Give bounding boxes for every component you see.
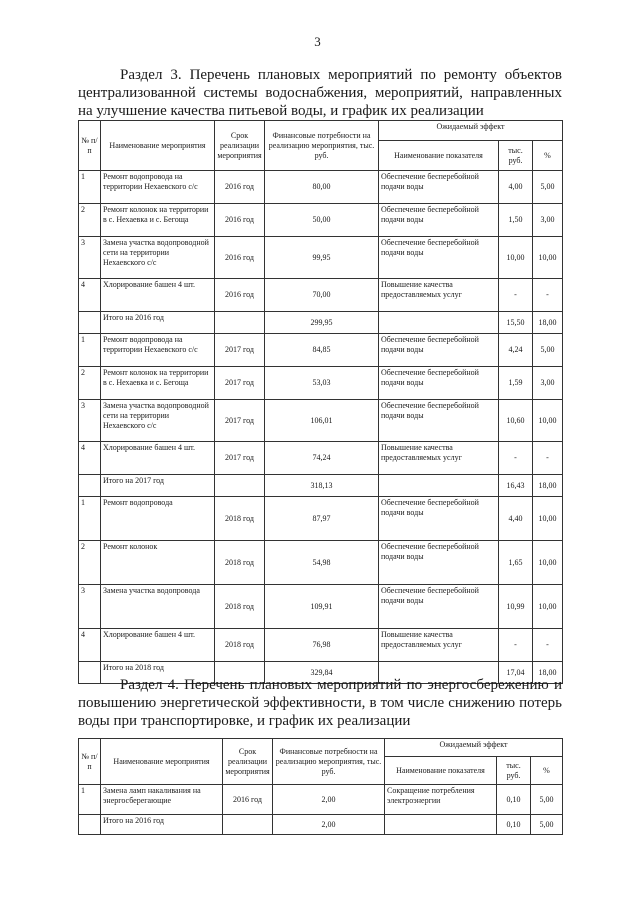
cell-thous: -: [499, 442, 533, 475]
cell-num: 1: [79, 785, 101, 815]
cell-thous: 4,00: [499, 171, 533, 204]
cell-pct: -: [533, 629, 563, 662]
table-row: [79, 497, 563, 541]
header-effect: Ожидаемый эффект: [385, 739, 563, 757]
header-indicator: Наименование показателя: [385, 757, 497, 785]
cell-thous: 10,60: [499, 400, 533, 442]
cell-term: 2016 год: [215, 279, 265, 312]
header-num: № п/п: [79, 739, 101, 785]
cell-num: 3: [79, 585, 101, 629]
section-4-title: [78, 676, 562, 730]
table-row: [79, 237, 563, 279]
cell-indicator: [385, 815, 497, 835]
cell-name: Ремонт колонок на территории в с. Нехаевка и с. Бегоща: [101, 367, 215, 400]
section-4-title-text: Раздел 4. Перечень плановых мероприятий по энергосбережению и повышению энергетической эффективности, в том числе снижению потерь воды при транспортировке, и график их реализации: [78, 677, 562, 729]
header-pct: %: [533, 141, 563, 171]
table-row: [79, 585, 563, 629]
cell-finance: 84,85: [265, 334, 379, 367]
cell-term: 2018 год: [215, 541, 265, 585]
cell-thous: -: [499, 279, 533, 312]
cell-term: 2018 год: [215, 497, 265, 541]
cell-num: [79, 815, 101, 835]
cell-name: Замена участка водопровода: [101, 585, 215, 629]
cell-name: Замена участка водопроводной сети на территории Нехаевского с/с: [101, 237, 215, 279]
cell-num: 4: [79, 279, 101, 312]
section-3-title-text: Раздел 3. Перечень плановых мероприятий по ремонту объектов централизованной системы водоснабжения, мероприятий, направленных на улучшение качества питьевой воды, и график их реализации: [78, 67, 562, 119]
cell-thous: 10,00: [499, 237, 533, 279]
cell-name: Ремонт водопровода на территории Нехаевского с/с: [101, 171, 215, 204]
cell-num: 1: [79, 171, 101, 204]
cell-pct: -: [533, 279, 563, 312]
header-term: Срок реализации мероприятия: [215, 121, 265, 171]
cell-name: Итого на 2018 год: [101, 662, 215, 684]
cell-pct: 18,00: [533, 475, 563, 497]
cell-pct: 5,00: [533, 171, 563, 204]
table-total-row: [79, 312, 563, 334]
section-3-title: [78, 66, 562, 120]
table-row: [79, 367, 563, 400]
cell-num: 3: [79, 237, 101, 279]
cell-term: 2018 год: [215, 629, 265, 662]
cell-indicator: Обеспечение бесперебойной подачи воды: [379, 204, 499, 237]
cell-finance: 53,03: [265, 367, 379, 400]
cell-finance: 76,98: [265, 629, 379, 662]
cell-term: 2017 год: [215, 367, 265, 400]
cell-pct: 5,00: [531, 815, 563, 835]
cell-term: 2017 год: [215, 334, 265, 367]
cell-finance: 99,95: [265, 237, 379, 279]
cell-term: 2017 год: [215, 400, 265, 442]
cell-thous: 0,10: [497, 815, 531, 835]
cell-thous: 4,40: [499, 497, 533, 541]
header-thous: тыс. руб.: [499, 141, 533, 171]
cell-indicator: Повышение качества предоставляемых услуг: [379, 629, 499, 662]
table-row: [79, 541, 563, 585]
cell-term: 2016 год: [215, 237, 265, 279]
cell-pct: 10,00: [533, 237, 563, 279]
section-4-table: [78, 738, 563, 835]
cell-pct: 5,00: [533, 334, 563, 367]
cell-num: [79, 312, 101, 334]
cell-name: Итого на 2016 год: [101, 312, 215, 334]
table-row: [79, 629, 563, 662]
table-row: [79, 334, 563, 367]
cell-num: 2: [79, 367, 101, 400]
cell-thous: 15,50: [499, 312, 533, 334]
cell-pct: 5,00: [531, 785, 563, 815]
cell-num: [79, 475, 101, 497]
cell-finance: 329,84: [265, 662, 379, 684]
header-num: № п/п: [79, 121, 101, 171]
table-total-row: [79, 475, 563, 497]
cell-finance: 109,91: [265, 585, 379, 629]
cell-indicator: Обеспечение бесперебойной подачи воды: [379, 497, 499, 541]
cell-name: Замена участка водопроводной сети на территории Нехаевского с/с: [101, 400, 215, 442]
cell-indicator: Обеспечение бесперебойной подачи воды: [379, 171, 499, 204]
cell-finance: 299,95: [265, 312, 379, 334]
cell-pct: -: [533, 442, 563, 475]
cell-thous: -: [499, 629, 533, 662]
cell-pct: 18,00: [533, 312, 563, 334]
header-indicator: Наименование показателя: [379, 141, 499, 171]
cell-name: Итого на 2016 год: [101, 815, 223, 835]
cell-finance: 87,97: [265, 497, 379, 541]
cell-term: 2018 год: [215, 585, 265, 629]
cell-name: Хлорирование башен 4 шт.: [101, 629, 215, 662]
cell-finance: 70,00: [265, 279, 379, 312]
table-total-row: [79, 815, 563, 835]
section-3-table: [78, 120, 563, 684]
cell-finance: 74,24: [265, 442, 379, 475]
cell-pct: 10,00: [533, 400, 563, 442]
cell-name: Ремонт водопровода на территории Нехаевского с/с: [101, 334, 215, 367]
cell-thous: 1,59: [499, 367, 533, 400]
cell-indicator: [379, 475, 499, 497]
cell-name: Замена ламп накаливания на энергосберегающие: [101, 785, 223, 815]
cell-finance: 54,98: [265, 541, 379, 585]
table-row: [79, 204, 563, 237]
cell-term: 2016 год: [215, 204, 265, 237]
cell-term: [215, 475, 265, 497]
header-pct: %: [531, 757, 563, 785]
cell-num: 1: [79, 334, 101, 367]
cell-indicator: Обеспечение бесперебойной подачи воды: [379, 400, 499, 442]
cell-thous: 0,10: [497, 785, 531, 815]
cell-thous: 17,04: [499, 662, 533, 684]
header-thous: тыс. руб.: [497, 757, 531, 785]
cell-name: Ремонт водопровода: [101, 497, 215, 541]
cell-num: 1: [79, 497, 101, 541]
cell-finance: 2,00: [273, 785, 385, 815]
cell-indicator: Обеспечение бесперебойной подачи воды: [379, 237, 499, 279]
cell-name: Хлорирование башен 4 шт.: [101, 442, 215, 475]
header-finance: Финансовые потребности на реализацию мероприятия, тыс. руб.: [265, 121, 379, 171]
cell-term: 2016 год: [215, 171, 265, 204]
cell-indicator: Сокращение потребления электроэнергии: [385, 785, 497, 815]
header-name: Наименование мероприятия: [101, 121, 215, 171]
cell-indicator: Повышение качества предоставляемых услуг: [379, 442, 499, 475]
cell-thous: 10,99: [499, 585, 533, 629]
cell-name: Ремонт колонок на территории в с. Нехаевка и с. Бегоща: [101, 204, 215, 237]
cell-pct: 10,00: [533, 497, 563, 541]
cell-finance: 106,01: [265, 400, 379, 442]
page-number: 3: [314, 34, 321, 49]
table-row: [79, 400, 563, 442]
cell-indicator: Обеспечение бесперебойной подачи воды: [379, 367, 499, 400]
cell-num: 4: [79, 442, 101, 475]
cell-thous: 4,24: [499, 334, 533, 367]
cell-finance: 2,00: [273, 815, 385, 835]
cell-pct: 3,00: [533, 204, 563, 237]
cell-pct: 18,00: [533, 662, 563, 684]
cell-pct: 10,00: [533, 541, 563, 585]
cell-name: Хлорирование башен 4 шт.: [101, 279, 215, 312]
cell-term: 2016 год: [223, 785, 273, 815]
cell-indicator: Обеспечение бесперебойной подачи воды: [379, 585, 499, 629]
header-finance: Финансовые потребности на реализацию мероприятия, тыс. руб.: [273, 739, 385, 785]
cell-indicator: [379, 312, 499, 334]
cell-indicator: Обеспечение бесперебойной подачи воды: [379, 334, 499, 367]
table-row: [79, 171, 563, 204]
table-row: [79, 442, 563, 475]
cell-num: 3: [79, 400, 101, 442]
cell-finance: 80,00: [265, 171, 379, 204]
cell-thous: 1,50: [499, 204, 533, 237]
cell-num: 2: [79, 541, 101, 585]
header-name: Наименование мероприятия: [101, 739, 223, 785]
cell-pct: 10,00: [533, 585, 563, 629]
cell-indicator: Повышение качества предоставляемых услуг: [379, 279, 499, 312]
cell-finance: 318,13: [265, 475, 379, 497]
cell-term: [223, 815, 273, 835]
header-term: Срок реализации мероприятия: [223, 739, 273, 785]
cell-term: [215, 312, 265, 334]
cell-thous: 1,65: [499, 541, 533, 585]
cell-num: 4: [79, 629, 101, 662]
cell-name: Итого на 2017 год: [101, 475, 215, 497]
cell-indicator: Обеспечение бесперебойной подачи воды: [379, 541, 499, 585]
cell-finance: 50,00: [265, 204, 379, 237]
cell-num: 2: [79, 204, 101, 237]
table-row: [79, 785, 563, 815]
header-effect: Ожидаемый эффект: [379, 121, 563, 141]
cell-pct: 3,00: [533, 367, 563, 400]
cell-term: 2017 год: [215, 442, 265, 475]
cell-thous: 16,43: [499, 475, 533, 497]
cell-name: Ремонт колонок: [101, 541, 215, 585]
table-row: [79, 279, 563, 312]
